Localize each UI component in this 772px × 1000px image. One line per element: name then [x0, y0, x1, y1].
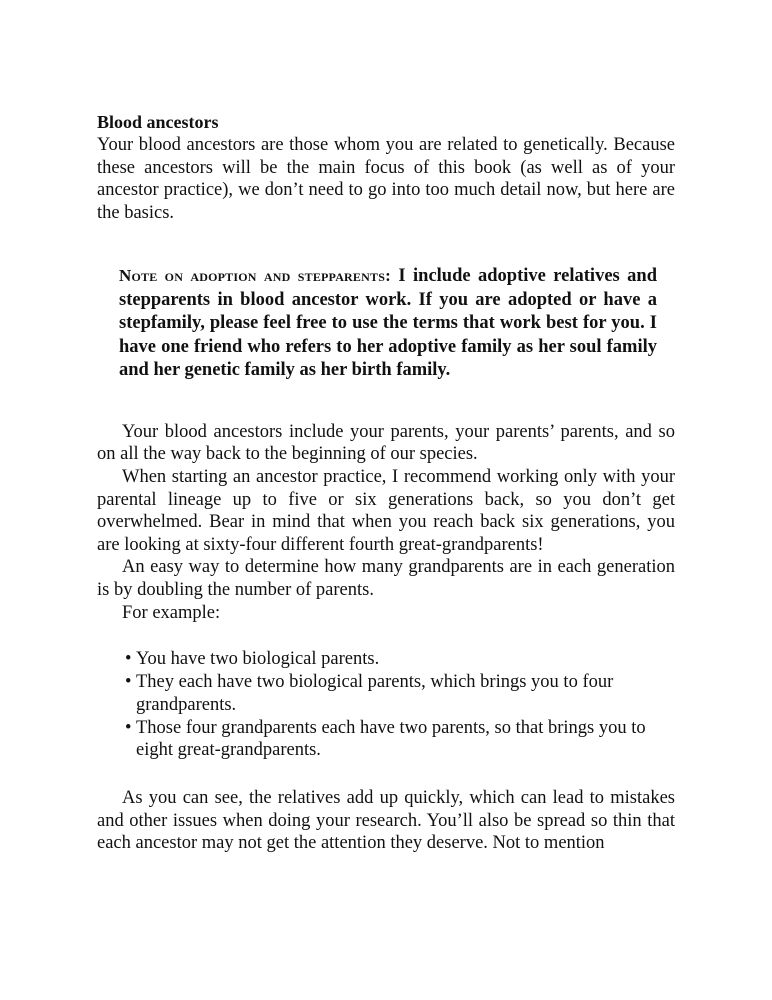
note-label: Note on adoption and stepparents: [119, 266, 391, 286]
paragraph-example: For example: [122, 602, 221, 623]
book-page [97, 110, 675, 855]
bullet-icon: • [125, 717, 132, 738]
generation-list [97, 648, 675, 762]
paragraph-doubling: An easy way to determine how many grandparents are in each generation is by doubling the number of parents. [97, 557, 675, 601]
bullet-icon: • [125, 649, 132, 670]
closing-paragraph: As you can see, the relatives add up quickly, which can lead to mistakes and other issues when doing your research. You’ll also be spread so thin that each ancestor may not get the attention they deserve. Not to mention [97, 788, 675, 854]
bullet-icon: • [125, 672, 132, 693]
paragraph-species: Your blood ancestors include your parents, your parents’ parents, and so on all the way back to the beginning of our species. [97, 421, 675, 465]
intro-paragraph: Your blood ancestors are those whom you are related to genetically. Because these ancestors will be the main focus of this book (as well as of your ancestor practice), we don’t need to go into too much detail now, but here are the basics. [97, 135, 675, 223]
list-item: • They each have two biological parents, which brings you to four grandparents. [125, 672, 614, 715]
adoption-note [119, 264, 657, 383]
list-item: • You have two biological parents. [125, 649, 380, 670]
list-item: • Those four grandparents each have two parents, so that brings you to eight great-grandparents. [125, 717, 646, 761]
body-block [97, 421, 675, 624]
note-text: I include adoptive relatives and stepparents in blood ancestor work. If you are adopted or have a stepfamily, please feel free to use the terms that work best for you. I have one friend who refers to her adoptive family as her soul family and her genetic family as her birth family. [119, 266, 657, 381]
paragraph-practice: When starting an ancestor practice, I recommend working only with your parental lineage up to five or six generations back, so you don’t get overwhelmed. Bear in mind that when you reach back six generations, you are looking at sixty-four different fourth great-grandparents! [97, 467, 675, 555]
section-heading: Blood ancestors [97, 112, 219, 132]
